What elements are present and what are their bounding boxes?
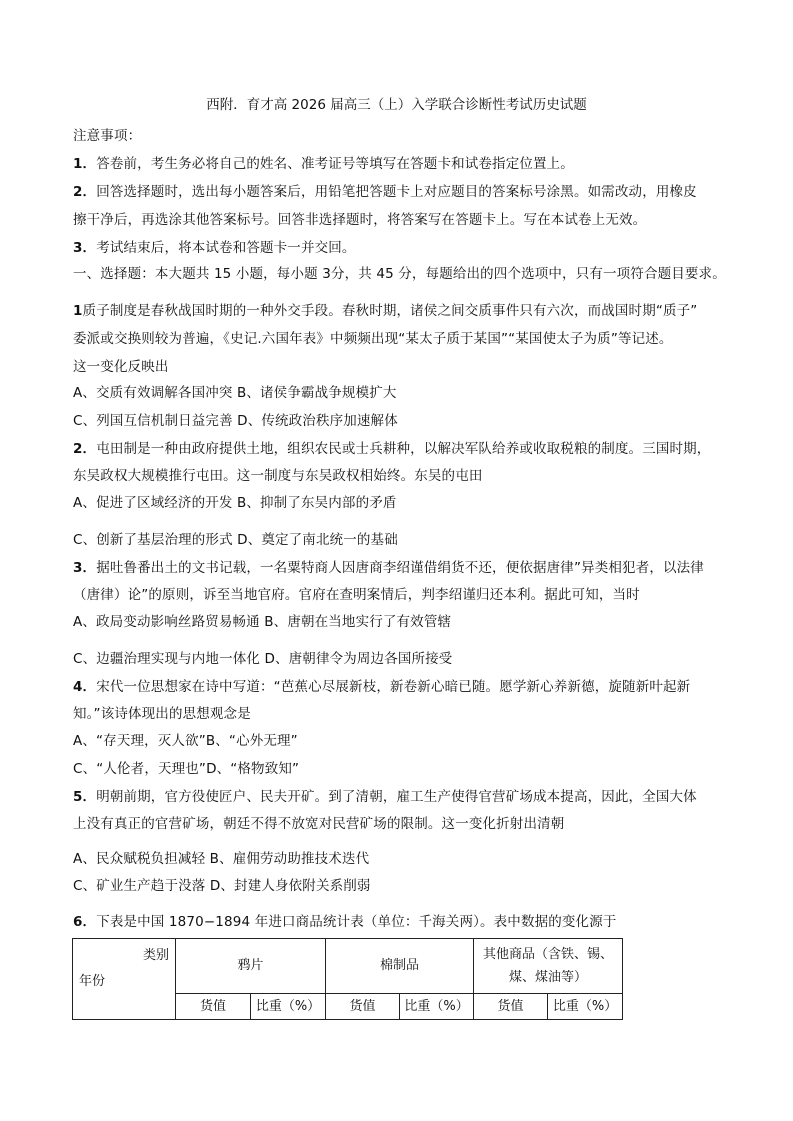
question-3-number: 3．: [73, 560, 97, 576]
table-subheader-opium-ratio: 比重（%）: [251, 993, 326, 1019]
exam-title: 西附．育才高 2026 届高三（上）入学联合诊断性考试历史试题: [206, 97, 587, 113]
question-1-stem-line3: 这一变化反映出: [73, 359, 169, 375]
question-1-stem-line2: 委派或交换则较为普遍，《史记.六国年表》中频频出现“某太子质于某国”“某国使太子为质”等记述。: [73, 331, 673, 347]
question-5-number: 5．: [73, 789, 97, 805]
question-6-stem: [73, 913, 617, 931]
question-2-stem-text: 屯田制是一种由政府提供土地，组织农民或士兵耕种，以解决军队给养或收取税粮的制度。三国时期，: [96, 441, 711, 457]
question-2-options-ab: A、促进了区域经济的开发 B、抑制了东吴内部的矛盾: [73, 495, 397, 511]
question-4-options-cd: C、“人伦者，天理也”D、“格物致知”: [73, 761, 300, 777]
table-subheader-other-value: 货值: [474, 993, 548, 1019]
notice-item-3: [73, 239, 356, 257]
table-corner-category: 类别: [142, 948, 169, 963]
table-subheader-other-ratio: 比重（%）: [548, 993, 623, 1019]
notice-item-1-number: 1．: [73, 156, 97, 172]
question-3-options-cd: C、边疆治理实现与内地一体化 D、唐朝律令为周边各国所接受: [73, 651, 453, 667]
question-4-stem-line2: 知。”该诗体现出的思想观念是: [73, 706, 251, 722]
table-subheader-cotton-ratio: 比重（%）: [400, 993, 474, 1019]
question-3-stem-line1: [73, 559, 704, 577]
notice-item-2: [73, 183, 697, 201]
question-3-stem-text: 据吐鲁番出土的文书记载，一名粟特商人因唐商李绍谨借绢货不还，便依据唐律”异类相犯者，以法律: [96, 560, 704, 576]
question-1-options-cd: C、列国互信机制日益完善 D、传统政治秩序加速解体: [73, 413, 398, 429]
section-heading: 一、选择题：本大题共 15 小题，每小题 3分，共 45 分，每题给出的四个选项中，只有一项符合题目要求。: [73, 266, 726, 282]
question-3-stem-line2: （唐律）论”的原则，诉至当地官府。官府在查明案情后，判李绍谨归还本利。据此可知，当时: [73, 587, 640, 603]
question-1-stem-line1: [73, 302, 697, 320]
import-statistics-table: [72, 938, 623, 1020]
question-6-number: 6．: [73, 914, 97, 930]
notice-item-2-number: 2．: [73, 184, 97, 200]
question-5-options-ab: A、民众赋税负担减轻 B、雇佣劳动助推技术迭代: [73, 851, 370, 867]
notice-item-2-text-line1: 回答选择题时，选出每小题答案后，用铅笔把答题卡上对应题目的答案标号涂黑。如需改动，用橡皮: [96, 184, 697, 200]
table-header-other-line1: 其他商品（含铁、锡、: [483, 946, 614, 962]
question-2-options-cd: C、创新了基层治理的形式 D、奠定了南北统一的基础: [73, 532, 398, 548]
question-1-options-ab: A、交质有效调解各国冲突 B、诸侯争霸战争规模扩大: [73, 385, 397, 401]
question-1-stem-text: 质子制度是春秋战国时期的一种外交手段。春秋时期，诸侯之间交质事件只有六次，而战国时期“质子”: [82, 303, 698, 319]
question-1-number: 1: [73, 303, 83, 319]
notice-heading: 注意事项：: [73, 128, 142, 144]
table-header-row: [73, 939, 623, 994]
question-4-stem-text: 宋代一位思想家在诗中写道：“芭蕉心尽展新枝，新卷新心暗已随。愿学新心养新德，旋随新叶起新: [96, 679, 691, 695]
question-5-stem-text: 明朝前期，官方役使匠户、民夫开矿。到了清朝，雇工生产使得官营矿场成本提高，因此，全国大体: [96, 789, 697, 805]
question-6-stem-text: 下表是中国 1870−1894 年进口商品统计表（单位：千海关两）。表中数据的变化源于: [96, 914, 617, 930]
table-subheader-cotton-value: 货值: [326, 993, 400, 1019]
question-4-stem-line1: [73, 678, 690, 696]
notice-item-3-number: 3．: [73, 240, 97, 256]
question-2-stem-line2: 东吴政权大规模推行屯田。这一制度与东吴政权相始终。东吴的屯田: [73, 468, 483, 484]
notice-item-1-text: 答卷前，考生务必将自己的姓名、准考证号等填写在答题卡和试卷指定位置上。: [96, 156, 574, 172]
notice-item-2-text-line2: 擦干净后，再选涂其他答案标号。回答非选择题时，将答案写在答题卡上。写在本试卷上无效。: [73, 212, 647, 228]
table-header-cotton: 棉制品: [326, 939, 474, 994]
question-5-stem-line2: 上没有真正的官营矿场，朝廷不得不放宽对民营矿场的限制。这一变化折射出清朝: [73, 816, 565, 832]
table-header-other-line2: 煤、煤油等）: [509, 969, 588, 985]
question-4-options-ab: A、“存天理，灭人欲”B、“心外无理”: [73, 733, 298, 749]
table-header-opium: 鸦片: [176, 939, 326, 994]
question-3-options-ab: A、政局变动影响丝路贸易畅通 B、唐朝在当地实行了有效管辖: [73, 614, 452, 630]
notice-item-3-text: 考试结束后，将本试卷和答题卡一并交回。: [96, 240, 356, 256]
table-header-other: [474, 939, 623, 994]
question-2-number: 2．: [73, 441, 97, 457]
question-5-stem-line1: [73, 788, 697, 806]
table-subheader-opium-value: 货值: [176, 993, 251, 1019]
notice-item-1: [73, 155, 574, 173]
question-2-stem-line1: [73, 440, 710, 458]
table-corner-year: 年份: [79, 974, 106, 989]
question-4-number: 4．: [73, 679, 97, 695]
question-5-options-cd: C、矿业生产趋于没落 D、封建人身依附关系削弱: [73, 878, 371, 894]
table-corner-cell: [73, 939, 176, 1020]
